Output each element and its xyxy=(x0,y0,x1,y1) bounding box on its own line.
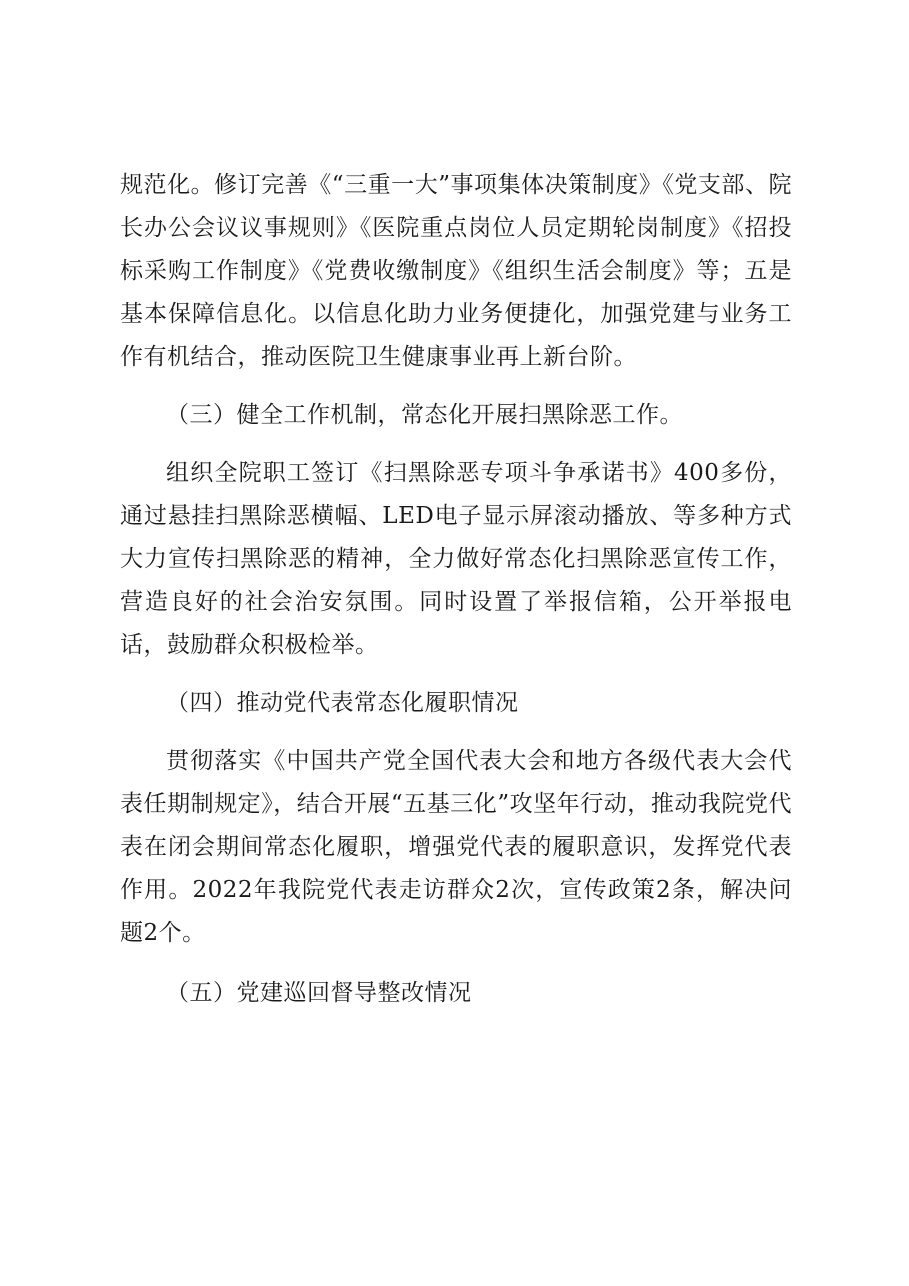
section-heading-4: （四）推动党代表常态化履职情况 xyxy=(166,690,519,716)
paragraph-party-representatives: 贯彻落实《中国共产党全国代表大会和地方各级代表大会代表任期制规定》，结合开展“五基三化”攻坚年行动，推动我院党代表在闭会期间常态化履职，增强党代表的履职意识，发挥党代表作用。2022年我院党代表走访群众2次，宣传政策2条，解决问题2个。 xyxy=(120,748,792,946)
section-heading-3: （三）健全工作机制，常态化开展扫黑除恶工作。 xyxy=(166,402,683,428)
section-heading-5: （五）党建巡回督导整改情况 xyxy=(166,980,472,1006)
paragraph-anti-crime: 组织全院职工签订《扫黑除恶专项斗争承诺书》400多份，通过悬挂扫黑除恶横幅、LED电子显示屏滚动播放、等多种方式大力宣传扫黑除恶的精神，全力做好常态化扫黑除恶宣传工作，营造良好的社会治安氛围。同时设置了举报信箱，公开举报电话，鼓励群众积极检举。 xyxy=(120,460,792,658)
document-body xyxy=(120,164,792,1015)
paragraph-continuation: 规范化。修订完善《“三重一大”事项集体决策制度》《党支部、院长办公会议议事规则》《医院重点岗位人员定期轮岗制度》《招投标采购工作制度》《党费收缴制度》《组织生活会制度》等；五是基本保障信息化。以信息化助力业务便捷化，加强党建与业务工作有机结合，推动医院卫生健康事业再上新台阶。 xyxy=(120,172,792,370)
